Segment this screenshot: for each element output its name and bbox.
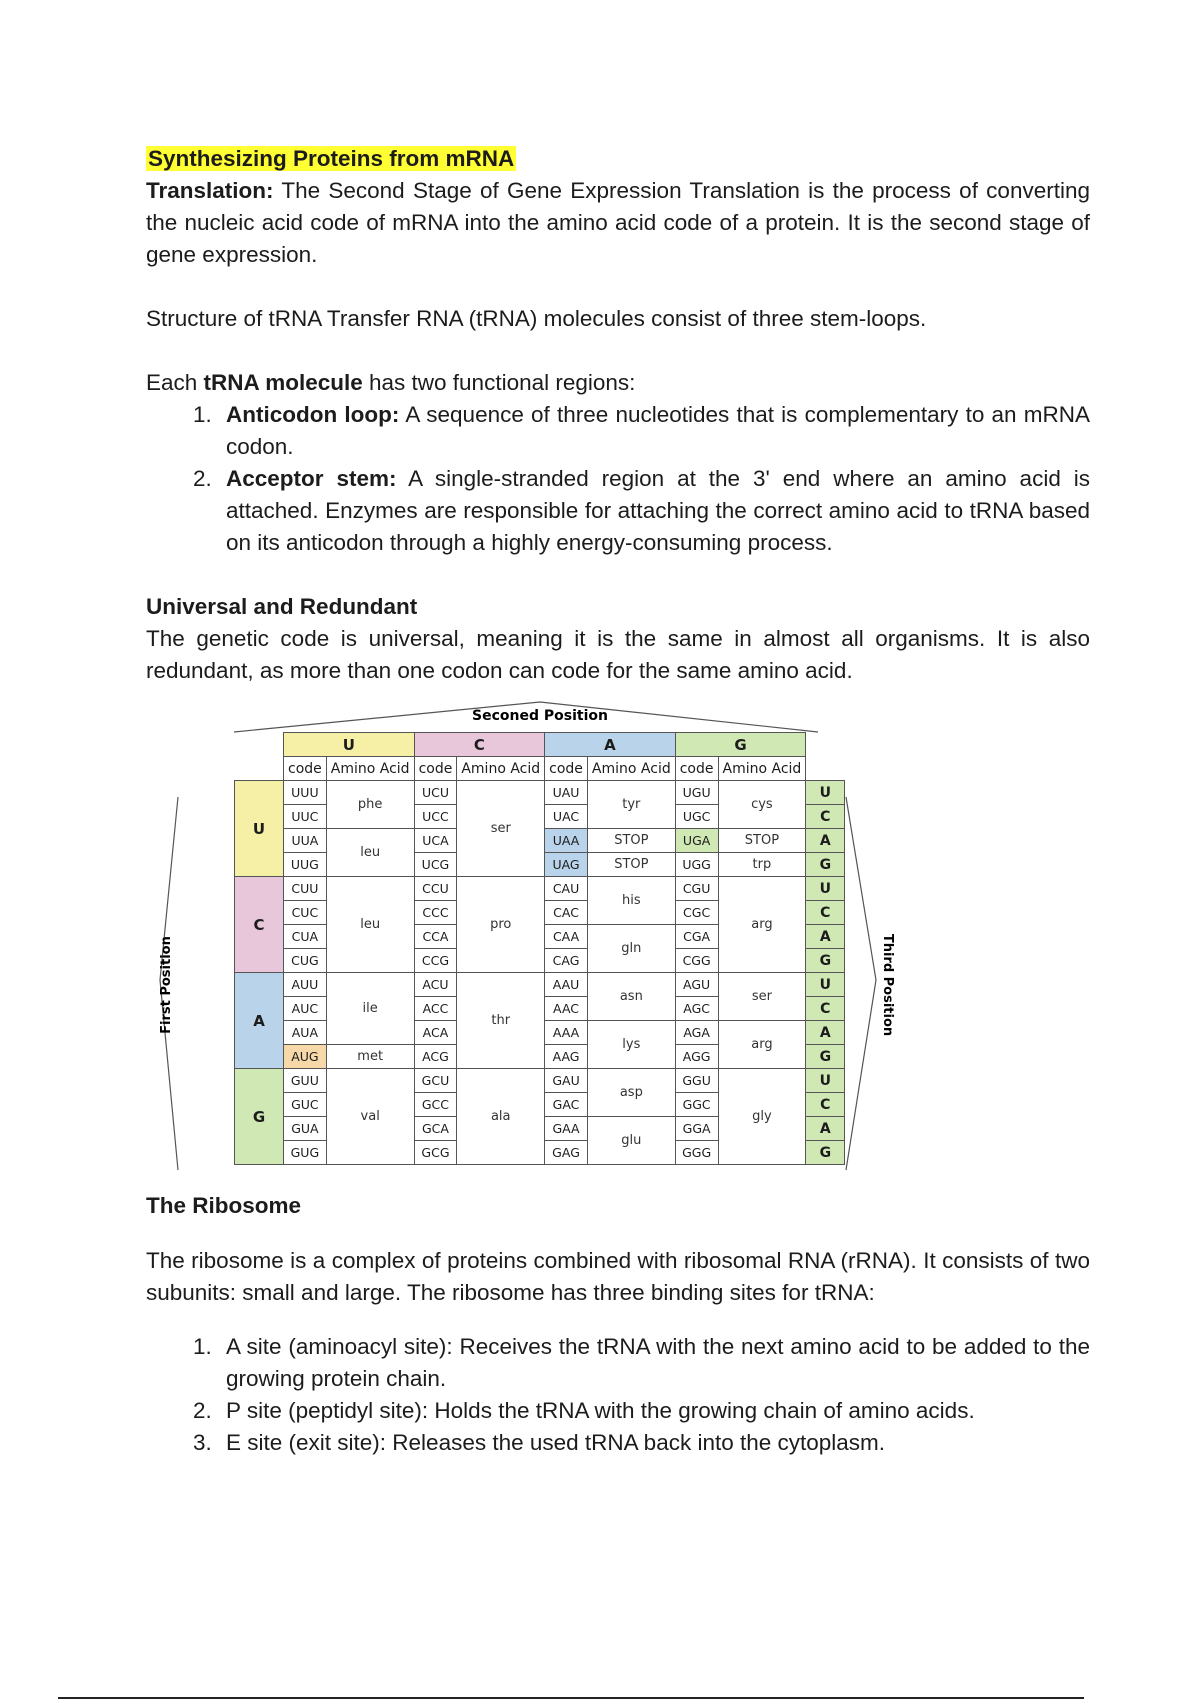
column-header-g: G bbox=[675, 733, 806, 757]
codon-cell: CAG bbox=[545, 949, 588, 973]
first-position-a: A bbox=[235, 973, 284, 1069]
start-codon-cell: AUG bbox=[284, 1045, 327, 1069]
amino-acid-cell: lys bbox=[587, 1021, 675, 1069]
sub-header-code: code bbox=[414, 757, 457, 781]
codon-cell: CCC bbox=[414, 901, 457, 925]
document-body bbox=[146, 143, 1090, 687]
codon-cell: UAU bbox=[545, 781, 588, 805]
codon-cell: UAA bbox=[545, 829, 588, 853]
codon-cell: ACA bbox=[414, 1021, 457, 1045]
codon-cell: CGA bbox=[675, 925, 718, 949]
first-position-c: C bbox=[235, 877, 284, 973]
codon-cell: UAG bbox=[545, 853, 588, 877]
third-position-cell: G bbox=[806, 949, 845, 973]
amino-acid-cell: thr bbox=[457, 973, 545, 1069]
codon-cell: CUG bbox=[284, 949, 327, 973]
third-position-cell: A bbox=[806, 925, 845, 949]
amino-acid-cell: glu bbox=[587, 1117, 675, 1165]
codon-cell: UGC bbox=[675, 805, 718, 829]
codon-cell: GGU bbox=[675, 1069, 718, 1093]
codon-cell: UGG bbox=[675, 853, 718, 877]
footer-divider bbox=[58, 1697, 1084, 1699]
ribosome-heading: The Ribosome bbox=[146, 1193, 302, 1218]
amino-acid-cell: asn bbox=[587, 973, 675, 1021]
third-position-cell: C bbox=[806, 997, 845, 1021]
codon-cell: UUC bbox=[284, 805, 327, 829]
codon-cell: CAA bbox=[545, 925, 588, 949]
codon-cell: UCC bbox=[414, 805, 457, 829]
codon-cell: GCC bbox=[414, 1093, 457, 1117]
amino-acid-cell: ile bbox=[326, 973, 414, 1045]
structure-paragraph: Structure of tRNA Transfer RNA (tRNA) molecules consist of three stem-loops. bbox=[146, 306, 927, 331]
codon-cell: UCU bbox=[414, 781, 457, 805]
sub-header-amino-acid: Amino Acid bbox=[587, 757, 675, 781]
codon-cell: AAC bbox=[545, 997, 588, 1021]
codon-cell: ACG bbox=[414, 1045, 457, 1069]
list-item bbox=[218, 463, 1090, 559]
second-position-label: Seconed Position bbox=[472, 708, 608, 724]
amino-acid-cell: arg bbox=[718, 877, 806, 973]
amino-acid-cell: ala bbox=[457, 1069, 545, 1165]
list-item: 2. P site (peptidyl site): Holds the tRNA with the growing chain of amino acids. bbox=[218, 1395, 1090, 1427]
third-position-cell: A bbox=[806, 829, 845, 853]
stop-cell: STOP bbox=[587, 829, 675, 853]
third-position-cell: U bbox=[806, 781, 845, 805]
codon-cell: GGC bbox=[675, 1093, 718, 1117]
first-position-g: G bbox=[235, 1069, 284, 1165]
universal-heading: Universal and Redundant bbox=[146, 594, 418, 619]
codon-table bbox=[234, 732, 845, 1165]
list-item bbox=[218, 399, 1090, 463]
trna-intro bbox=[146, 367, 1090, 399]
amino-acid-cell: tyr bbox=[587, 781, 675, 829]
codon-cell: AUC bbox=[284, 997, 327, 1021]
codon-cell: AGG bbox=[675, 1045, 718, 1069]
codon-cell: GCG bbox=[414, 1141, 457, 1165]
third-position-cell: U bbox=[806, 1069, 845, 1093]
third-position-label: Third Position bbox=[880, 933, 895, 1037]
first-position-label: First Position bbox=[159, 936, 174, 1034]
translation-text: The Second Stage of Gene Expression Translation is the process of converting the nucleic acid code of mRNA into the amino acid code of a protein. It is the second stage of gene expression. bbox=[146, 178, 1090, 267]
third-position-cell: C bbox=[806, 901, 845, 925]
codon-cell: GUA bbox=[284, 1117, 327, 1141]
column-header-u: U bbox=[284, 733, 415, 757]
codon-table-figure bbox=[150, 700, 895, 1190]
codon-cell: GAG bbox=[545, 1141, 588, 1165]
codon-cell: GAA bbox=[545, 1117, 588, 1141]
codon-cell: CCA bbox=[414, 925, 457, 949]
codon-cell: AAG bbox=[545, 1045, 588, 1069]
third-position-cell: U bbox=[806, 877, 845, 901]
amino-acid-cell: leu bbox=[326, 829, 414, 877]
amino-acid-cell: trp bbox=[718, 853, 806, 877]
column-header-a: A bbox=[545, 733, 676, 757]
codon-cell: CCG bbox=[414, 949, 457, 973]
third-position-cell: A bbox=[806, 1021, 845, 1045]
sub-header-code: code bbox=[284, 757, 327, 781]
universal-paragraph: The genetic code is universal, meaning it is the same in almost all organisms. It is also redundant, as more than one codon can code for the same amino acid. bbox=[146, 626, 1090, 683]
document-title: Synthesizing Proteins from mRNA bbox=[148, 146, 515, 171]
third-position-cell: G bbox=[806, 1141, 845, 1165]
codon-cell: UGA bbox=[675, 829, 718, 853]
region-text: A single-stranded region at the 3' end where an amino acid is attached. Enzymes are responsible for attaching the correct amino acid to tRNA based on its anticodon through a highly energy-consuming process. bbox=[226, 466, 1091, 555]
codon-cell: CGU bbox=[675, 877, 718, 901]
translation-label: Translation: bbox=[146, 178, 274, 203]
codon-cell: ACC bbox=[414, 997, 457, 1021]
codon-cell: GAC bbox=[545, 1093, 588, 1117]
codon-cell: CAU bbox=[545, 877, 588, 901]
codon-cell: UAC bbox=[545, 805, 588, 829]
codon-cell: UUU bbox=[284, 781, 327, 805]
amino-acid-cell: val bbox=[326, 1069, 414, 1165]
amino-acid-cell: gln bbox=[587, 925, 675, 973]
amino-acid-cell: leu bbox=[326, 877, 414, 973]
codon-cell: GCA bbox=[414, 1117, 457, 1141]
column-header-c: C bbox=[414, 733, 545, 757]
trna-intro-post: has two functional regions: bbox=[362, 370, 636, 395]
codon-cell: GCU bbox=[414, 1069, 457, 1093]
codon-cell: GUC bbox=[284, 1093, 327, 1117]
codon-cell: UCG bbox=[414, 853, 457, 877]
list-item: 1. A site (aminoacyl site): Receives the tRNA with the next amino acid to be added to the growing protein chain. bbox=[218, 1331, 1090, 1395]
third-position-cell: G bbox=[806, 1045, 845, 1069]
codon-cell: UUG bbox=[284, 853, 327, 877]
codon-cell: GUG bbox=[284, 1141, 327, 1165]
codon-cell: AUA bbox=[284, 1021, 327, 1045]
functional-regions-list bbox=[146, 399, 1090, 559]
amino-acid-cell: arg bbox=[718, 1021, 806, 1069]
sub-header-amino-acid: Amino Acid bbox=[457, 757, 545, 781]
third-position-cell: A bbox=[806, 1117, 845, 1141]
amino-acid-cell: ser bbox=[718, 973, 806, 1021]
codon-cell: UUA bbox=[284, 829, 327, 853]
sub-header-code: code bbox=[545, 757, 588, 781]
codon-cell: AGA bbox=[675, 1021, 718, 1045]
translation-paragraph bbox=[146, 175, 1090, 271]
trna-intro-bold: tRNA molecule bbox=[203, 370, 363, 395]
ribosome-paragraph: The ribosome is a complex of proteins combined with ribosomal RNA (rRNA). It consists of two subunits: small and large. The ribosome has three binding sites for tRNA: bbox=[146, 1247, 1090, 1305]
trna-intro-pre: Each bbox=[146, 370, 204, 395]
codon-cell: CUA bbox=[284, 925, 327, 949]
codon-cell: CGC bbox=[675, 901, 718, 925]
amino-acid-cell: his bbox=[587, 877, 675, 925]
third-position-cell: G bbox=[806, 853, 845, 877]
region-text: A sequence of three nucleotides that is complementary to an mRNA codon. bbox=[226, 402, 1091, 459]
codon-cell: GUU bbox=[284, 1069, 327, 1093]
codon-cell: AAA bbox=[545, 1021, 588, 1045]
amino-acid-cell: cys bbox=[718, 781, 806, 829]
codon-cell: UCA bbox=[414, 829, 457, 853]
codon-cell: CGG bbox=[675, 949, 718, 973]
codon-cell: ACU bbox=[414, 973, 457, 997]
third-position-cell: U bbox=[806, 973, 845, 997]
amino-acid-cell: ser bbox=[457, 781, 545, 877]
amino-acid-cell: pro bbox=[457, 877, 545, 973]
third-position-cell: C bbox=[806, 1093, 845, 1117]
amino-acid-cell: gly bbox=[718, 1069, 806, 1165]
codon-cell: CUC bbox=[284, 901, 327, 925]
amino-acid-cell: phe bbox=[326, 781, 414, 829]
region-label: Acceptor stem: bbox=[226, 466, 397, 491]
codon-cell: CCU bbox=[414, 877, 457, 901]
codon-cell: GGA bbox=[675, 1117, 718, 1141]
codon-cell: AUU bbox=[284, 973, 327, 997]
codon-cell: AGC bbox=[675, 997, 718, 1021]
stop-cell: STOP bbox=[587, 853, 675, 877]
region-label: Anticodon loop: bbox=[226, 402, 400, 427]
binding-sites-list bbox=[146, 1331, 1090, 1459]
codon-cell: AGU bbox=[675, 973, 718, 997]
amino-acid-cell: asp bbox=[587, 1069, 675, 1117]
ribosome-section bbox=[146, 1190, 1090, 1459]
amino-acid-cell: met bbox=[326, 1045, 414, 1069]
sub-header-code: code bbox=[675, 757, 718, 781]
third-position-cell: C bbox=[806, 805, 845, 829]
codon-cell: AAU bbox=[545, 973, 588, 997]
codon-cell: GGG bbox=[675, 1141, 718, 1165]
first-position-u: U bbox=[235, 781, 284, 877]
codon-cell: GAU bbox=[545, 1069, 588, 1093]
sub-header-amino-acid: Amino Acid bbox=[326, 757, 414, 781]
sub-header-amino-acid: Amino Acid bbox=[718, 757, 806, 781]
codon-cell: CAC bbox=[545, 901, 588, 925]
codon-cell: CUU bbox=[284, 877, 327, 901]
codon-cell: UGU bbox=[675, 781, 718, 805]
list-item: 3. E site (exit site): Releases the used tRNA back into the cytoplasm. bbox=[218, 1427, 1090, 1459]
stop-cell: STOP bbox=[718, 829, 806, 853]
